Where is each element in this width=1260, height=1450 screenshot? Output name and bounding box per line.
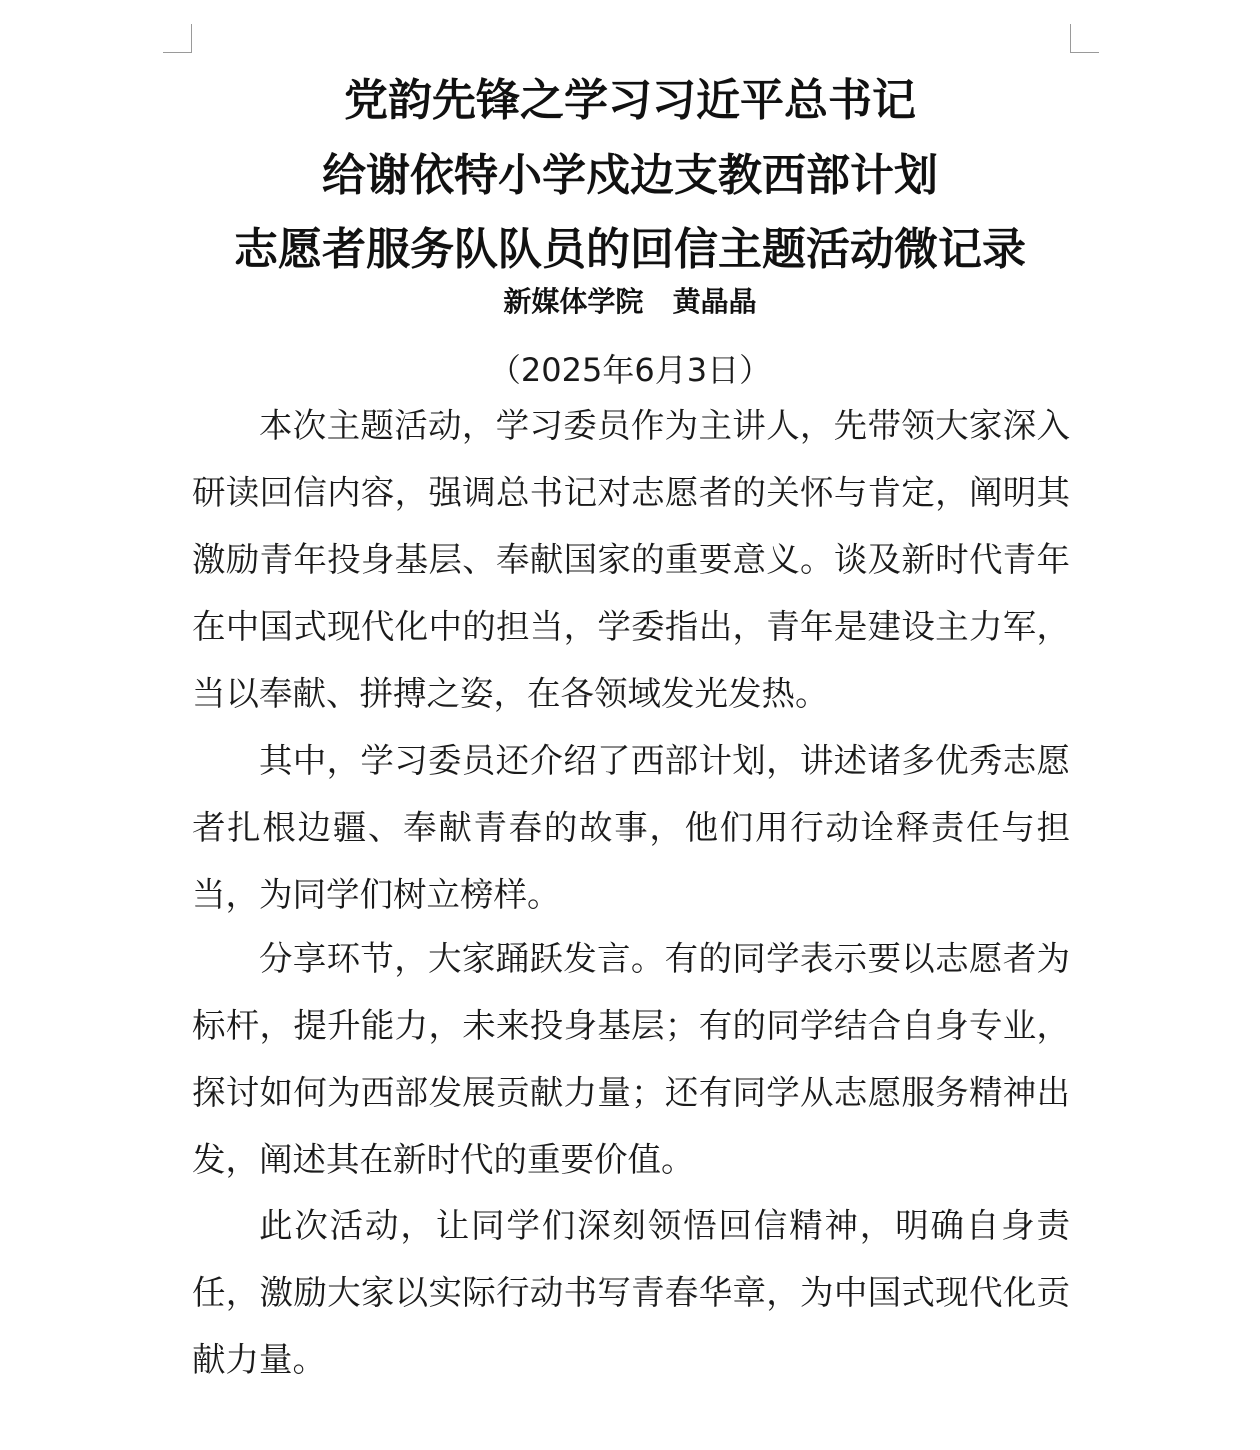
title-line-3: 志愿者服务队队员的回信主题活动微记录: [234, 224, 1026, 275]
body-paragraph-4: 此次活动，让同学们深刻领悟回信精神，明确自身责任，激励大家以实际行动书写青春华章，为中国式现代化贡献力量。: [192, 1206, 1070, 1379]
author-line: 新媒体学院 黄晶晶: [503, 285, 757, 318]
body-paragraph-1: 本次主题活动，学习委员作为主讲人，先带领大家深入研读回信内容，强调总书记对志愿者的关怀与肯定，阐明其激励青年投身基层、奉献国家的重要意义。谈及新时代青年在中国式现代化中的担当，学委指出，青年是建设主力军，当以奉献、拼搏之姿，在各领域发光发热。: [192, 406, 1070, 713]
title-line-1: 党韵先锋之学习习近平总书记: [344, 75, 916, 126]
date-line: （2025年6月3日）: [488, 351, 772, 389]
page-margin-corner-mark-left: [163, 24, 192, 53]
title-line-2: 给谢依特小学戍边支教西部计划: [322, 150, 938, 201]
body-paragraph-2: 其中，学习委员还介绍了西部计划，讲述诸多优秀志愿者扎根边疆、奉献青春的故事，他们用行动诠释责任与担当，为同学们树立榜样。: [192, 741, 1070, 914]
body-paragraph-3: 分享环节，大家踊跃发言。有的同学表示要以志愿者为标杆，提升能力，未来投身基层；有的同学结合自身专业，探讨如何为西部发展贡献力量；还有同学从志愿服务精神出发，阐述其在新时代的重要价值。: [192, 939, 1070, 1179]
page-margin-corner-mark-right: [1070, 24, 1099, 53]
